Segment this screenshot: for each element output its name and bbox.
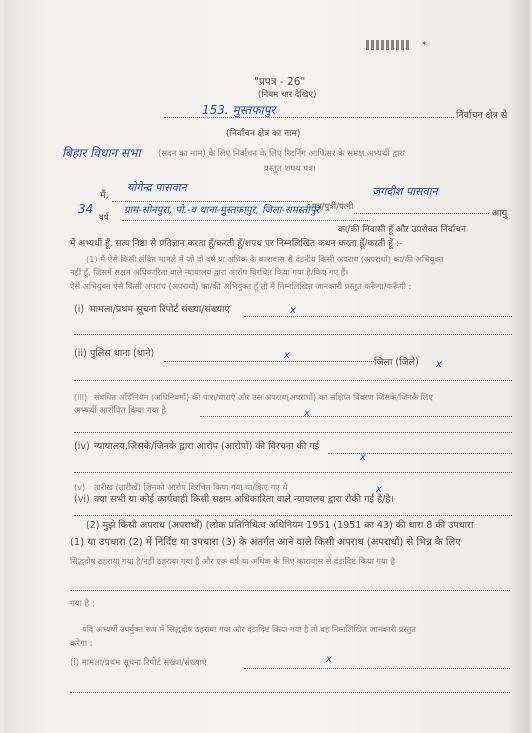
item-3-mark: x <box>304 408 310 419</box>
item-4-num: (iv) <box>74 441 90 452</box>
para1-line3: ऐसे अभियुक्त ऐसे किसी अपराध (अपराधों) का/की अभियुक्त हूँ तो मैं निम्नलिखित जानकारी प्रस्तुत करूँगा/करूँगी : <box>70 281 412 291</box>
para2-line5: यदि अभ्यर्थी उपर्युक्त रूप में सिद्धदोष ठहराया गया और दंडादिष्ट किया गया है तो वह निम्नलिखित जानकारी प्रस्तुत <box>82 624 416 634</box>
para2-line6: करेगा : <box>70 639 93 649</box>
form-title: "प्रपत्र - 26" <box>254 76 306 88</box>
item-4-text: न्यायालय,जिसके/जिनके द्वारा आरोप (आरोपों) की विरचना की गई <box>94 441 320 452</box>
item-5-num: (v) <box>74 482 86 492</box>
parent-name: जगदीश पासवान <box>372 185 438 198</box>
candidate-name: योगेन्द्र पासवान <box>127 181 187 194</box>
age-label: आयु <box>492 208 508 219</box>
item-2-line2 <box>74 380 512 381</box>
para1-line1: (1) मैं ऐसे किसी लंबित मामले में जो दो वर्ष या अधिक के कारावास से दंडनीय किसी अपराध (अपराधों) का/की अभियुक्त <box>86 254 444 264</box>
relation-label: पुत्र/पुत्री/पत्नी <box>312 202 354 212</box>
item-1-mark: x <box>290 305 296 316</box>
item-2-district: जिला (जिले) <box>374 357 419 368</box>
page-stamp-mark <box>366 40 410 50</box>
constituency-caption: (निर्वाचन क्षेत्र का नाम) <box>226 129 301 139</box>
para2-final-line <box>70 692 510 693</box>
item-2-mark: x <box>284 350 290 361</box>
parent-name-line <box>354 213 489 214</box>
form-subtitle: (नियम चार देखिए) <box>258 90 317 100</box>
para2-line4: गया है : <box>70 599 95 609</box>
item-4-mark: x <box>360 452 366 463</box>
age-value: 34 <box>78 202 94 216</box>
item-6-line <box>74 515 512 516</box>
para2-line7: (i) मामला/प्रथम सूचना रिपोर्ट संख्या/संख्याएं <box>70 658 207 668</box>
item-2-text: पुलिस थाना (थाने) <box>90 348 155 359</box>
item-1-text: मामला/प्रथम सूचना रिपोर्ट संख्या/संख्याएं <box>90 304 230 315</box>
item-4-line2 <box>74 472 512 473</box>
intro-prefix: मैं, <box>100 190 109 201</box>
oath-line: में अभ्यर्थी हूँ, सत्य निष्ठा से प्रतिज्ञान करता हूँ/करती हूँ/शपथ पर निम्नलिखित कथन करता हूँ/करती हूँ :- <box>70 239 403 249</box>
item-3-line3 <box>74 432 512 433</box>
item-2-line <box>164 361 374 362</box>
constituency-line <box>164 117 454 118</box>
item-3-num: (iii) <box>74 392 88 402</box>
resident-text: का/की निवासी हूँ और उपरोक्त निर्वाचन <box>338 225 466 235</box>
item-2-num: (ii) <box>74 348 87 359</box>
item-1-line <box>244 316 512 317</box>
item-3-line2: अभ्यर्थी आरोपित किया गया है <box>74 406 166 416</box>
item-6-num: (vi) <box>74 494 90 505</box>
item-4-line <box>328 453 512 454</box>
item-5-mark: x <box>376 484 382 495</box>
item-1-line2 <box>74 334 512 335</box>
item-3-line1: संबंधित अधिनियम (अधिनियमों) की धारा/धाराएं और उस अपराध(अपराधों) का संक्षिप्त विवरण जिसके/जिनके लिए <box>94 392 433 402</box>
para2-line1: (2) मुझे किसी अपराध (अपराधों) (लोक प्रतिनिधित्व अधिनियम 1951 (1951 का 43) की धारा 8 की उपधारा <box>86 520 474 531</box>
para2-line7-dots <box>244 668 510 669</box>
constituency-name: 153. मुस्तफापुर <box>202 103 276 117</box>
age-unit: वर्ष <box>99 213 109 223</box>
address-value: ग्राम-सोनपुरा, पो.-व थाना-मुस्तफापुर, जिला-समस्तीपुर <box>124 205 320 216</box>
item-3-line <box>200 416 512 417</box>
item-5-text: तारीख (तारीखें) जिनको आरोप विरचित किया गया था/किए गए थे <box>94 482 288 492</box>
item-6-text: क्या सभी या कोई कार्यवाही किसी सक्षम अधिकारिता वाले न्यायालय द्वारा रोकी गई है/है। <box>94 494 395 505</box>
para2-line <box>70 590 510 591</box>
item-2-mark-2: x <box>436 359 442 370</box>
item-1-num: (i) <box>74 304 85 315</box>
page-edge-shadow <box>508 0 530 733</box>
house-name: बिहार विधान सभा <box>62 146 141 160</box>
document-page <box>4 0 530 733</box>
para2-line2: (1) या उपधारा (2) में निर्दिष्ट या उपधारा (3) के अंतर्गत आने वाले किसी अपराध (अपराधों) से भिन्न के लिए <box>70 537 461 548</box>
address-line <box>122 220 370 221</box>
para2-line7-mark: x <box>326 654 332 665</box>
para2-line3: सिद्धदोष ठहराया गया है/नहीं ठहराया गया है और एक वर्ष या अधिक के लिए कारावास से दंडादिष्ट किया गया है <box>70 556 395 566</box>
constituency-suffix: निर्वाचन क्षेत्र से <box>456 110 508 121</box>
affidavit-submitted: प्रस्तुत शपथ पत्र। <box>264 164 317 174</box>
page-stamp: * <box>422 40 427 51</box>
para1-line2: नहीं हूँ, जिसमें सक्षम अधिकारिता वाले न्यायालय द्वारा आरोप विरचित किया गया है/किए गए हैं। <box>70 267 349 277</box>
house-line: (सदन का नाम) के लिए निर्वाचन के लिए रिटर्निंग आफिसर के समक्ष अभ्यर्थी द्वारा <box>158 149 405 159</box>
